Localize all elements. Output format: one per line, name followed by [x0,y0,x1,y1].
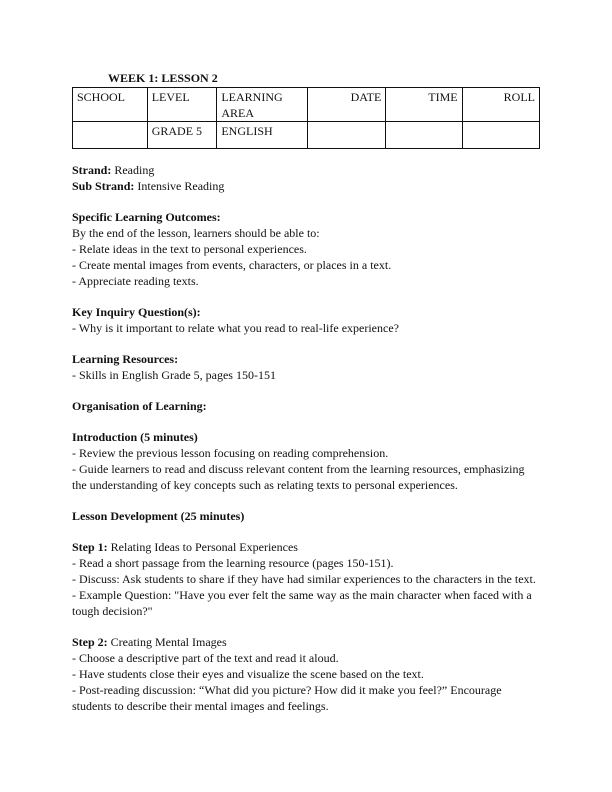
lesson-body [72,162,542,714]
step-1-line: tough decision?" [72,604,153,618]
sub-strand [72,178,542,194]
introduction-heading: Introduction (5 minutes) [72,430,198,444]
introduction-line: - Guide learners to read and discuss relevant content from the learning resources, emphasizing [72,462,525,476]
table-row [73,122,540,149]
lesson-title: WEEK 1: LESSON 2 [108,71,218,85]
step-1-title: Step 1: Relating Ideas to Personal Experiences [72,540,298,554]
header-learning-area-line1: LEARNING [221,90,283,104]
lesson-info-table [72,87,540,149]
sub-strand-label: Sub Strand: [72,179,135,193]
header-level: LEVEL [147,88,217,122]
step-2-line: students to describe their mental images and feelings. [72,699,329,713]
introduction-line: - Review the previous lesson focusing on reading comprehension. [72,446,389,460]
strand-value: Reading [111,163,155,177]
cell-learning-area: ENGLISH [217,122,308,149]
strand-label: Strand: [72,163,112,177]
inquiry-item: - Why is it important to relate what you read to real-life experience? [72,321,399,335]
resource-item: - Skills in English Grade 5, pages 150-151 [72,368,276,382]
step-1-line: - Discuss: Ask students to share if they have had similar experiences to the characters in the text. [72,572,536,586]
resources-heading: Learning Resources: [72,352,179,366]
introduction-line: the understanding of key concepts such as relating texts to personal experiences. [72,478,458,492]
step-1-line: - Example Question: "Have you ever felt the same way as the main character when faced with a [72,588,532,602]
outcome-item: - Create mental images from events, characters, or places in a text. [72,258,392,272]
header-date: DATE [307,88,385,122]
header-learning-area-line2: AREA [221,106,255,120]
outcome-item: - Relate ideas in the text to personal experiences. [72,242,307,256]
step-2-line: - Choose a descriptive part of the text and read it aloud. [72,651,339,665]
organisation-heading: Organisation of Learning: [72,399,207,413]
outcome-item: - Appreciate reading texts. [72,274,199,288]
cell-date [307,122,385,149]
step-2-line: - Have students close their eyes and visualize the scene based on the text. [72,667,424,681]
step-1-label: Step 1: [72,540,108,554]
inquiry-heading: Key Inquiry Question(s): [72,305,201,319]
step-1-line: - Read a short passage from the learning resource (pages 150-151). [72,556,394,570]
header-school: SCHOOL [73,88,148,122]
table-header-row [73,88,540,122]
cell-roll [462,122,539,149]
cell-time [386,122,462,149]
outcomes-intro: By the end of the lesson, learners should be able to: [72,226,320,240]
step-2-line: - Post-reading discussion: “What did you picture? How did it make you feel?” Encourage [72,683,502,697]
header-roll: ROLL [462,88,539,122]
cell-school [73,122,148,149]
development-heading: Lesson Development (25 minutes) [72,509,245,523]
outcomes-heading: Specific Learning Outcomes: [72,210,221,224]
header-learning-area [217,88,308,122]
step-2-label: Step 2: [72,635,108,649]
cell-level: GRADE 5 [147,122,217,149]
sub-strand-value: Intensive Reading [134,179,225,193]
strand [72,162,542,178]
header-time: TIME [386,88,462,122]
step-2-title: Step 2: Creating Mental Images [72,635,227,649]
